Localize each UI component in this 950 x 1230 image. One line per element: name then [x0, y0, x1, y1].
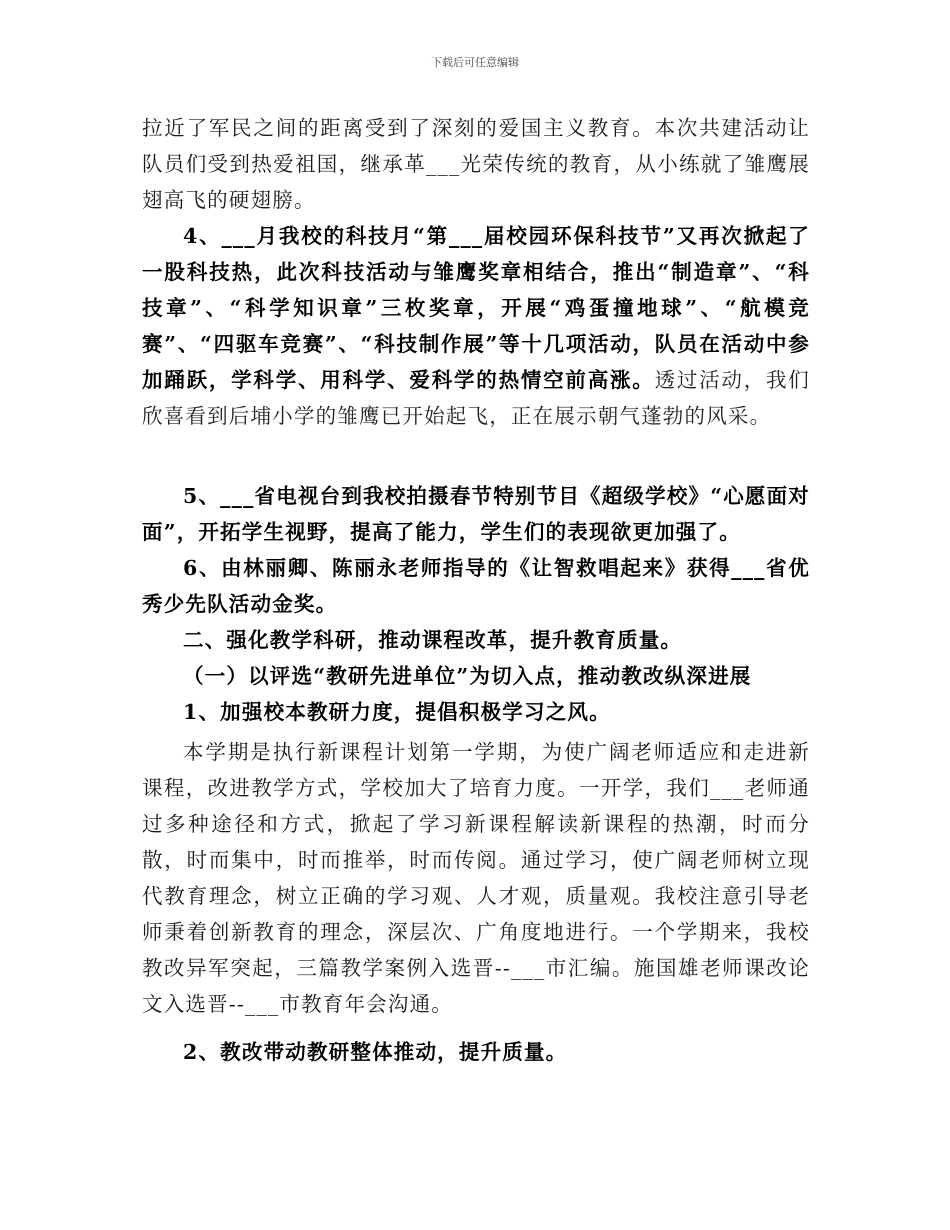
paragraph-new-curriculum: 本学期是执行新课程计划第一学期，为使广阔老师适应和走进新课程，改进教学方式，学校加大了培育力度。一开学，我们___老师通过多种途径和方式，掀起了学习新课程解读新课程的热潮，时而分散，时而集中，时而推举，时而传阅。通过学习，使广阔老师树立现代教育理念，树立正确的学习观、人才观，质量观。我校注意引导老师秉着创新教育的理念，深层次、广角度地进行。一个学期来，我校教改异军突起，三篇教学案例入选晋--___市汇编。施国雄老师课改论文入选晋--___市教育年会沟通。	[142, 740, 810, 1016]
item-heading-2: 2、教改带动教研整体推动，提升质量。	[183, 1040, 568, 1064]
item-heading-1: 1、加强校本教研力度，提倡积极学习之风。	[183, 700, 611, 724]
paragraph-tv-station: 5、___省电视台到我校拍摄春节特别节目《超级学校》“心愿面对面”，开拓学生视野，提高了能力，学生们的表现欲更加强了。	[142, 484, 811, 544]
paragraph-tech-month-normal: 透过活动，我们欣喜看到后埔小学的雏鹰已开始起飞，正在展示朝气蓬勃的风采。	[142, 368, 810, 428]
paragraph-gold-award: 6、由林丽卿、陈丽永老师指导的《让智救唱起来》获得___省优秀少先队活动金奖。	[142, 556, 810, 616]
paragraph-tech-month	[142, 218, 810, 434]
paragraph-military-civil: 拉近了军民之间的距离受到了深刻的爱国主义教育。本次共建活动让队员们受到热爱祖国，继承革___光荣传统的教育，从小练就了雏鹰展翅高飞的硬翅膀。	[142, 116, 810, 212]
section-heading-2: 二、强化教学科研，推动课程改革，提升教育质量。	[183, 628, 683, 652]
subsection-heading-1: （一）以评选“教研先进单位”为切入点，推动教改纵深进展	[183, 664, 752, 688]
page-header: 下载后可任意编辑	[431, 56, 519, 69]
paragraph-tech-month-bold: 4、___月我校的科技月“第___届校园环保科技节”又再次掀起了一股科技热，此次科技活动与雏鹰奖章相结合，推出“制造章”、“科技章”、“科学知识章”三枚奖章，开展“鸡蛋撞地球”、“航模竞赛”、“四驱车竞赛”、“科技制作展”等十几项活动，队员在活动中参加踊跃，学科学、用科学、爱科学的热情空前高涨。	[142, 224, 810, 392]
